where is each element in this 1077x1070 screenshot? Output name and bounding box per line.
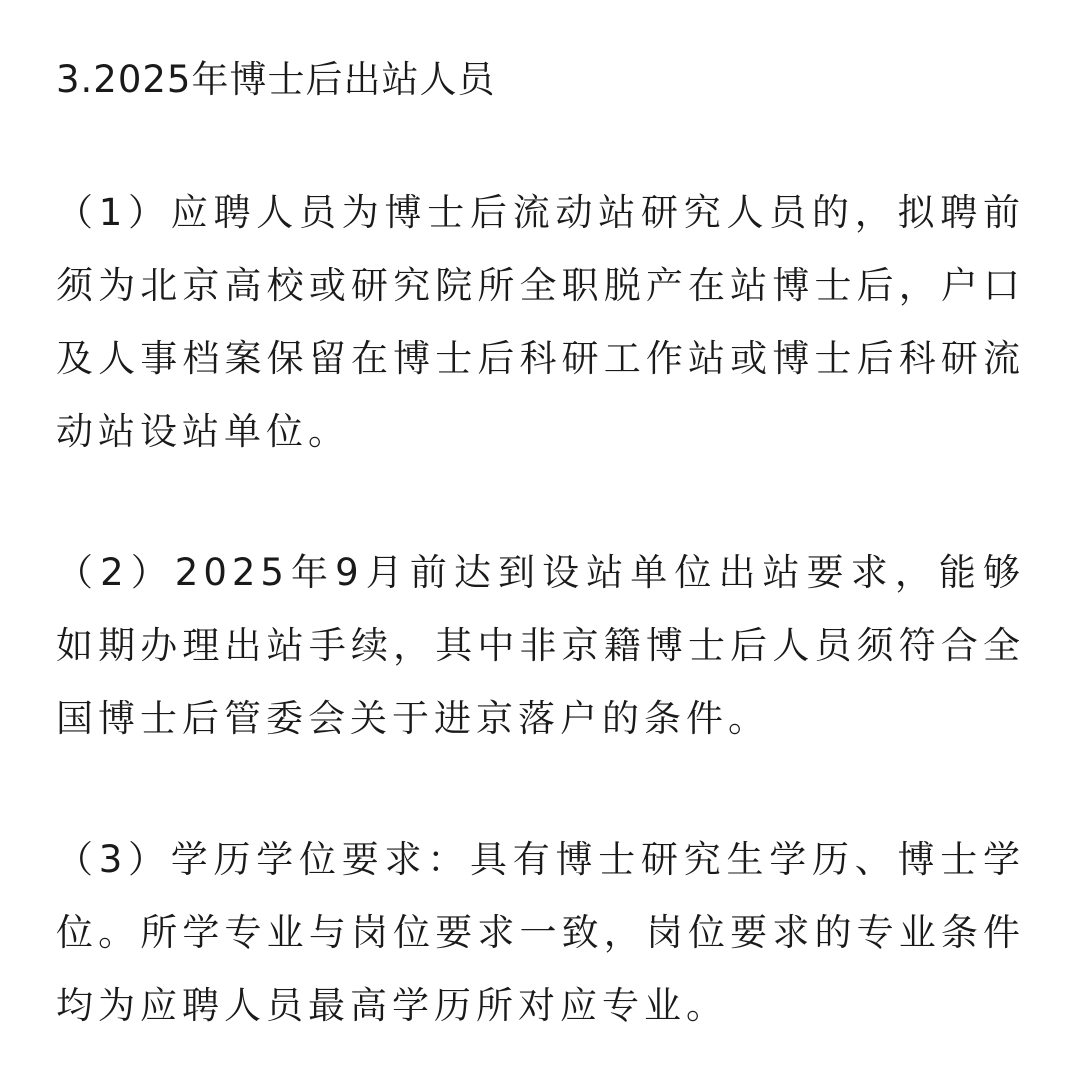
section-heading: 3.2025年博士后出站人员	[56, 58, 496, 101]
paragraph-1: （1）应聘人员为博士后流动站研究人员的，拟聘前须为北京高校或研究院所全职脱产在站博士后，户口及人事档案保留在博士后科研工作站或博士后科研流动站设站单位。	[56, 191, 1025, 453]
paragraph-2: （2）2025年9月前达到设站单位出站要求，能够如期办理出站手续，其中非京籍博士后人员须符合全国博士后管委会关于进京落户的条件。	[56, 551, 1025, 740]
paragraph-3: （3）学历学位要求：具有博士研究生学历、博士学位。所学专业与岗位要求一致，岗位要求的专业条件均为应聘人员最高学历所对应专业。	[56, 838, 1025, 1027]
